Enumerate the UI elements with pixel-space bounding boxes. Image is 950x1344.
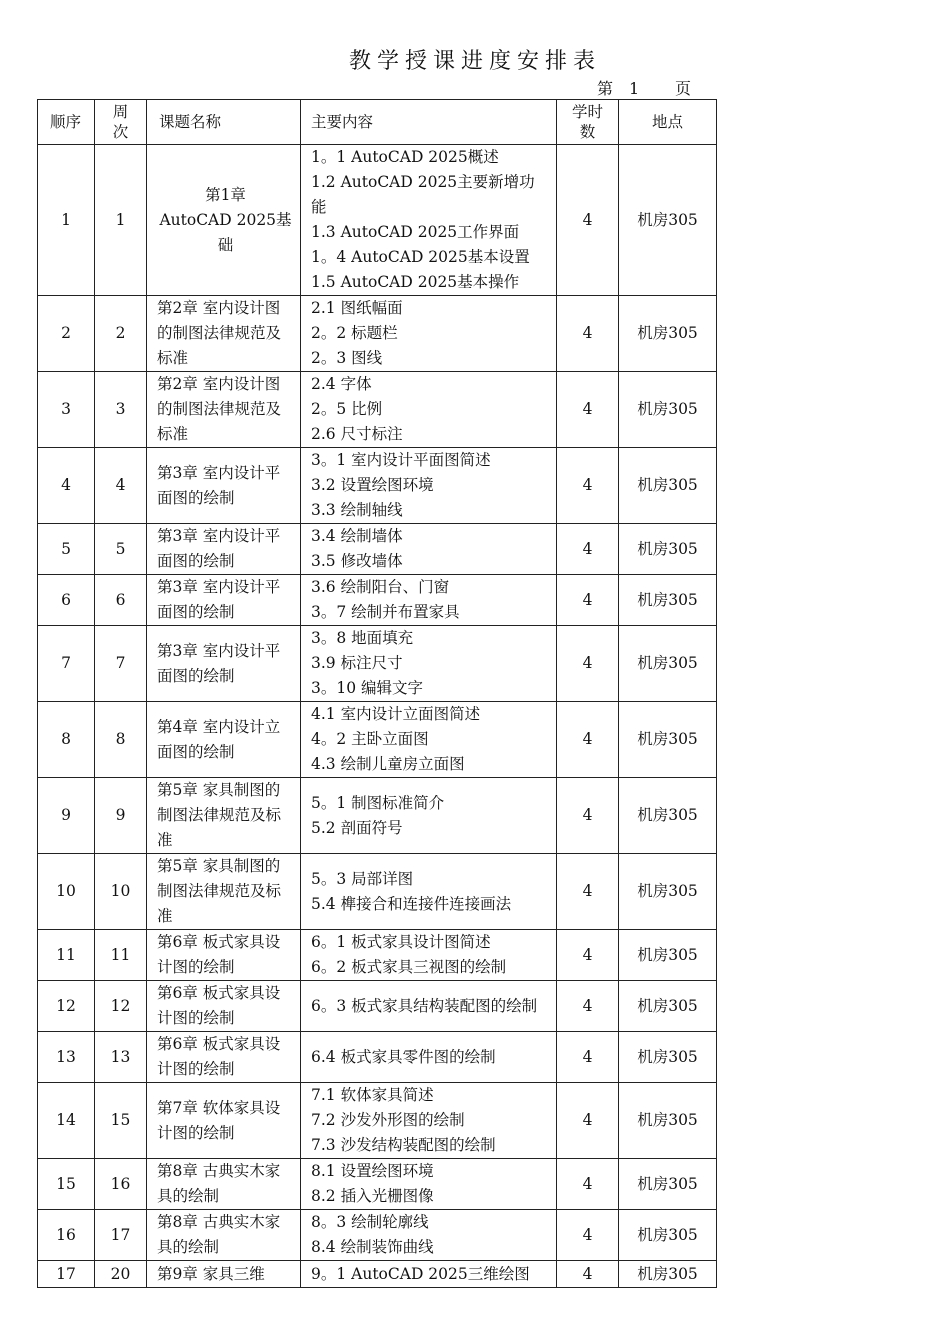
content-line: 1.5 AutoCAD 2025基本操作 xyxy=(311,273,520,291)
topic-line: 第8章 古典实木家具的绘制 xyxy=(157,1213,281,1256)
content-line: 3.4 绘制墙体 xyxy=(311,527,403,545)
row-content xyxy=(301,1032,557,1083)
row-week: 10 xyxy=(95,854,147,930)
topic-line: 第1章 xyxy=(205,185,246,204)
row-seq: 6 xyxy=(38,575,95,626)
row-place: 机房305 xyxy=(619,778,717,854)
row-seq: 17 xyxy=(38,1261,95,1288)
content-line: 4.3 绘制儿童房立面图 xyxy=(311,755,465,773)
row-place: 机房305 xyxy=(619,626,717,702)
content-line: 1.2 AutoCAD 2025主要新增功能 xyxy=(311,173,535,216)
content-line: 3.2 设置绘图环境 xyxy=(311,476,434,494)
topic-line: 第6章 板式家具设计图的绘制 xyxy=(157,933,281,976)
row-content xyxy=(301,1159,557,1210)
row-topic xyxy=(147,1210,301,1261)
page-indicator xyxy=(597,76,691,99)
row-content xyxy=(301,1083,557,1159)
row-week: 7 xyxy=(95,626,147,702)
content-line: 7.1 软体家具简述 xyxy=(311,1086,434,1104)
content-line: 6。1 板式家具设计图简述 xyxy=(311,933,491,951)
content-line: 5。1 制图标准简介 xyxy=(311,793,445,812)
table-row xyxy=(38,296,717,372)
row-content xyxy=(301,778,557,854)
row-week: 12 xyxy=(95,981,147,1032)
content-line: 2.4 字体 xyxy=(311,375,372,393)
topic-line: 第9章 家具三维 xyxy=(157,1264,265,1283)
page-label-suffix: 页 xyxy=(675,79,692,98)
content-line: 4。2 主卧立面图 xyxy=(311,730,429,748)
content-line: 5。3 局部详图 xyxy=(311,869,414,888)
row-content xyxy=(301,575,557,626)
row-place: 机房305 xyxy=(619,448,717,524)
content-line: 8.2 插入光栅图像 xyxy=(311,1187,434,1205)
content-line: 3。1 室内设计平面图简述 xyxy=(311,451,491,469)
row-seq: 3 xyxy=(38,372,95,448)
content-line: 6。2 板式家具三视图的绘制 xyxy=(311,958,507,976)
row-week: 8 xyxy=(95,702,147,778)
table-row xyxy=(38,1032,717,1083)
row-week: 5 xyxy=(95,524,147,575)
topic-line: 第5章 家具制图的制图法律规范及标准 xyxy=(157,857,282,925)
row-content xyxy=(301,1261,557,1288)
row-week: 16 xyxy=(95,1159,147,1210)
row-seq: 16 xyxy=(38,1210,95,1261)
content-line: 2.6 尺寸标注 xyxy=(311,425,403,443)
header-hours-top: 学时 xyxy=(571,103,603,121)
row-hours: 4 xyxy=(557,448,619,524)
row-seq: 15 xyxy=(38,1159,95,1210)
row-hours: 4 xyxy=(557,575,619,626)
row-seq: 14 xyxy=(38,1083,95,1159)
row-week: 1 xyxy=(95,145,147,296)
topic-line: 第6章 板式家具设计图的绘制 xyxy=(157,984,281,1027)
row-topic xyxy=(147,296,301,372)
content-line: 3。10 编辑文字 xyxy=(311,679,424,697)
table-row xyxy=(38,372,717,448)
topic-line: 第5章 家具制图的制图法律规范及标准 xyxy=(157,781,282,849)
row-hours: 4 xyxy=(557,702,619,778)
content-line: 6.4 板式家具零件图的绘制 xyxy=(311,1047,496,1066)
row-week: 11 xyxy=(95,930,147,981)
row-week: 9 xyxy=(95,778,147,854)
row-content xyxy=(301,854,557,930)
row-seq: 10 xyxy=(38,854,95,930)
row-topic xyxy=(147,981,301,1032)
content-line: 7.2 沙发外形图的绘制 xyxy=(311,1111,465,1129)
row-content xyxy=(301,524,557,575)
topic-line: 第2章 室内设计图的制图法律规范及标准 xyxy=(157,299,282,367)
content-line: 3.9 标注尺寸 xyxy=(311,654,403,672)
topic-line: 第7章 软体家具设计图的绘制 xyxy=(157,1098,281,1142)
content-line: 3.5 修改墙体 xyxy=(311,552,403,570)
row-topic xyxy=(147,372,301,448)
topic-line: 第6章 板式家具设计图的绘制 xyxy=(157,1035,281,1078)
row-hours: 4 xyxy=(557,1032,619,1083)
row-hours: 4 xyxy=(557,854,619,930)
row-place: 机房305 xyxy=(619,524,717,575)
row-place: 机房305 xyxy=(619,930,717,981)
row-place: 机房305 xyxy=(619,1083,717,1159)
row-place: 机房305 xyxy=(619,1261,717,1288)
table-row xyxy=(38,448,717,524)
header-hours-bottom: 数 xyxy=(579,123,596,141)
row-place: 机房305 xyxy=(619,1032,717,1083)
content-line: 9。1 AutoCAD 2025三维绘图 xyxy=(311,1264,530,1283)
content-line: 2。2 标题栏 xyxy=(311,324,398,342)
content-line: 1。4 AutoCAD 2025基本设置 xyxy=(311,248,530,266)
row-topic xyxy=(147,1261,301,1288)
row-content xyxy=(301,981,557,1032)
row-topic xyxy=(147,1032,301,1083)
row-content xyxy=(301,372,557,448)
row-week: 3 xyxy=(95,372,147,448)
header-place: 地点 xyxy=(619,100,717,145)
row-hours: 4 xyxy=(557,981,619,1032)
content-line: 3.3 绘制轴线 xyxy=(311,501,403,519)
table-row xyxy=(38,1083,717,1159)
row-week: 17 xyxy=(95,1210,147,1261)
row-hours: 4 xyxy=(557,372,619,448)
topic-line: 第8章 古典实木家具的绘制 xyxy=(157,1162,281,1205)
content-line: 8.1 设置绘图环境 xyxy=(311,1162,434,1180)
content-line: 8。3 绘制轮廓线 xyxy=(311,1213,429,1231)
topic-line: AutoCAD 2025基础 xyxy=(159,210,292,254)
row-hours: 4 xyxy=(557,145,619,296)
header-content: 主要内容 xyxy=(301,100,557,145)
row-place: 机房305 xyxy=(619,145,717,296)
table-row xyxy=(38,524,717,575)
content-line: 2.1 图纸幅面 xyxy=(311,299,403,317)
row-seq: 5 xyxy=(38,524,95,575)
page-number: 1 xyxy=(629,79,640,98)
row-place: 机房305 xyxy=(619,1159,717,1210)
table-row xyxy=(38,854,717,930)
table-row xyxy=(38,575,717,626)
table-row xyxy=(38,1261,717,1288)
row-seq: 7 xyxy=(38,626,95,702)
row-content xyxy=(301,145,557,296)
row-seq: 9 xyxy=(38,778,95,854)
row-topic xyxy=(147,1083,301,1159)
table-row xyxy=(38,930,717,981)
header-week-bottom: 次 xyxy=(112,123,129,141)
row-seq: 1 xyxy=(38,145,95,296)
row-place: 机房305 xyxy=(619,575,717,626)
row-content xyxy=(301,930,557,981)
topic-line: 第3章 室内设计平面图的绘制 xyxy=(157,641,281,685)
row-hours: 4 xyxy=(557,1159,619,1210)
row-hours: 4 xyxy=(557,626,619,702)
row-hours: 4 xyxy=(557,1261,619,1288)
content-line: 4.1 室内设计立面图简述 xyxy=(311,705,481,723)
row-topic xyxy=(147,145,301,296)
document-title: 教学授课进度安排表 xyxy=(348,49,601,74)
row-hours: 4 xyxy=(557,296,619,372)
row-place: 机房305 xyxy=(619,981,717,1032)
row-place: 机房305 xyxy=(619,1210,717,1261)
row-topic xyxy=(147,524,301,575)
table-row xyxy=(38,778,717,854)
topic-line: 第3章 室内设计平面图的绘制 xyxy=(157,463,281,507)
content-line: 8.4 绘制装饰曲线 xyxy=(311,1238,434,1256)
content-line: 6。3 板式家具结构装配图的绘制 xyxy=(311,996,538,1015)
row-place: 机房305 xyxy=(619,296,717,372)
content-line: 2。5 比例 xyxy=(311,400,383,418)
header-week-top: 周 xyxy=(112,103,129,121)
row-hours: 4 xyxy=(557,524,619,575)
row-topic xyxy=(147,702,301,778)
row-hours: 4 xyxy=(557,1210,619,1261)
row-topic xyxy=(147,575,301,626)
content-line: 1。1 AutoCAD 2025概述 xyxy=(311,148,499,166)
row-topic xyxy=(147,448,301,524)
table-row xyxy=(38,981,717,1032)
row-seq: 13 xyxy=(38,1032,95,1083)
row-week: 13 xyxy=(95,1032,147,1083)
content-line: 1.3 AutoCAD 2025工作界面 xyxy=(311,223,520,241)
content-line: 5.4 榫接合和连接件连接画法 xyxy=(311,894,512,913)
content-line: 3。8 地面填充 xyxy=(311,629,414,647)
table-header-row xyxy=(38,100,717,145)
row-place: 机房305 xyxy=(619,372,717,448)
row-content xyxy=(301,626,557,702)
row-week: 6 xyxy=(95,575,147,626)
table-row xyxy=(38,1210,717,1261)
content-line: 5.2 剖面符号 xyxy=(311,818,403,837)
row-place: 机房305 xyxy=(619,702,717,778)
table-body xyxy=(38,145,717,1288)
row-seq: 2 xyxy=(38,296,95,372)
row-seq: 4 xyxy=(38,448,95,524)
row-seq: 12 xyxy=(38,981,95,1032)
page-label-prefix: 第 xyxy=(597,79,614,98)
topic-line: 第3章 室内设计平面图的绘制 xyxy=(157,578,281,621)
content-line: 7.3 沙发结构装配图的绘制 xyxy=(311,1136,496,1154)
row-topic xyxy=(147,854,301,930)
row-seq: 8 xyxy=(38,702,95,778)
row-content xyxy=(301,296,557,372)
content-line: 3.6 绘制阳台、门窗 xyxy=(311,578,450,596)
row-week: 15 xyxy=(95,1083,147,1159)
header-seq: 顺序 xyxy=(38,100,95,145)
row-week: 4 xyxy=(95,448,147,524)
topic-line: 第4章 室内设计立面图的绘制 xyxy=(157,717,281,761)
row-topic xyxy=(147,930,301,981)
row-place: 机房305 xyxy=(619,854,717,930)
row-topic xyxy=(147,778,301,854)
table-row xyxy=(38,145,717,296)
row-content xyxy=(301,1210,557,1261)
content-line: 3。7 绘制并布置家具 xyxy=(311,603,460,621)
row-hours: 4 xyxy=(557,930,619,981)
row-topic xyxy=(147,1159,301,1210)
table-row xyxy=(38,702,717,778)
row-hours: 4 xyxy=(557,1083,619,1159)
table-row xyxy=(38,626,717,702)
row-content xyxy=(301,702,557,778)
header-hours xyxy=(557,100,619,145)
topic-line: 第2章 室内设计图的制图法律规范及标准 xyxy=(157,375,282,443)
row-week: 2 xyxy=(95,296,147,372)
header-topic: 课题名称 xyxy=(147,100,301,145)
row-seq: 11 xyxy=(38,930,95,981)
topic-line: 第3章 室内设计平面图的绘制 xyxy=(157,527,281,570)
row-topic xyxy=(147,626,301,702)
schedule-table xyxy=(37,99,717,1288)
header-week xyxy=(95,100,147,145)
row-content xyxy=(301,448,557,524)
row-hours: 4 xyxy=(557,778,619,854)
content-line: 2。3 图线 xyxy=(311,349,383,367)
row-week: 20 xyxy=(95,1261,147,1288)
table-row xyxy=(38,1159,717,1210)
